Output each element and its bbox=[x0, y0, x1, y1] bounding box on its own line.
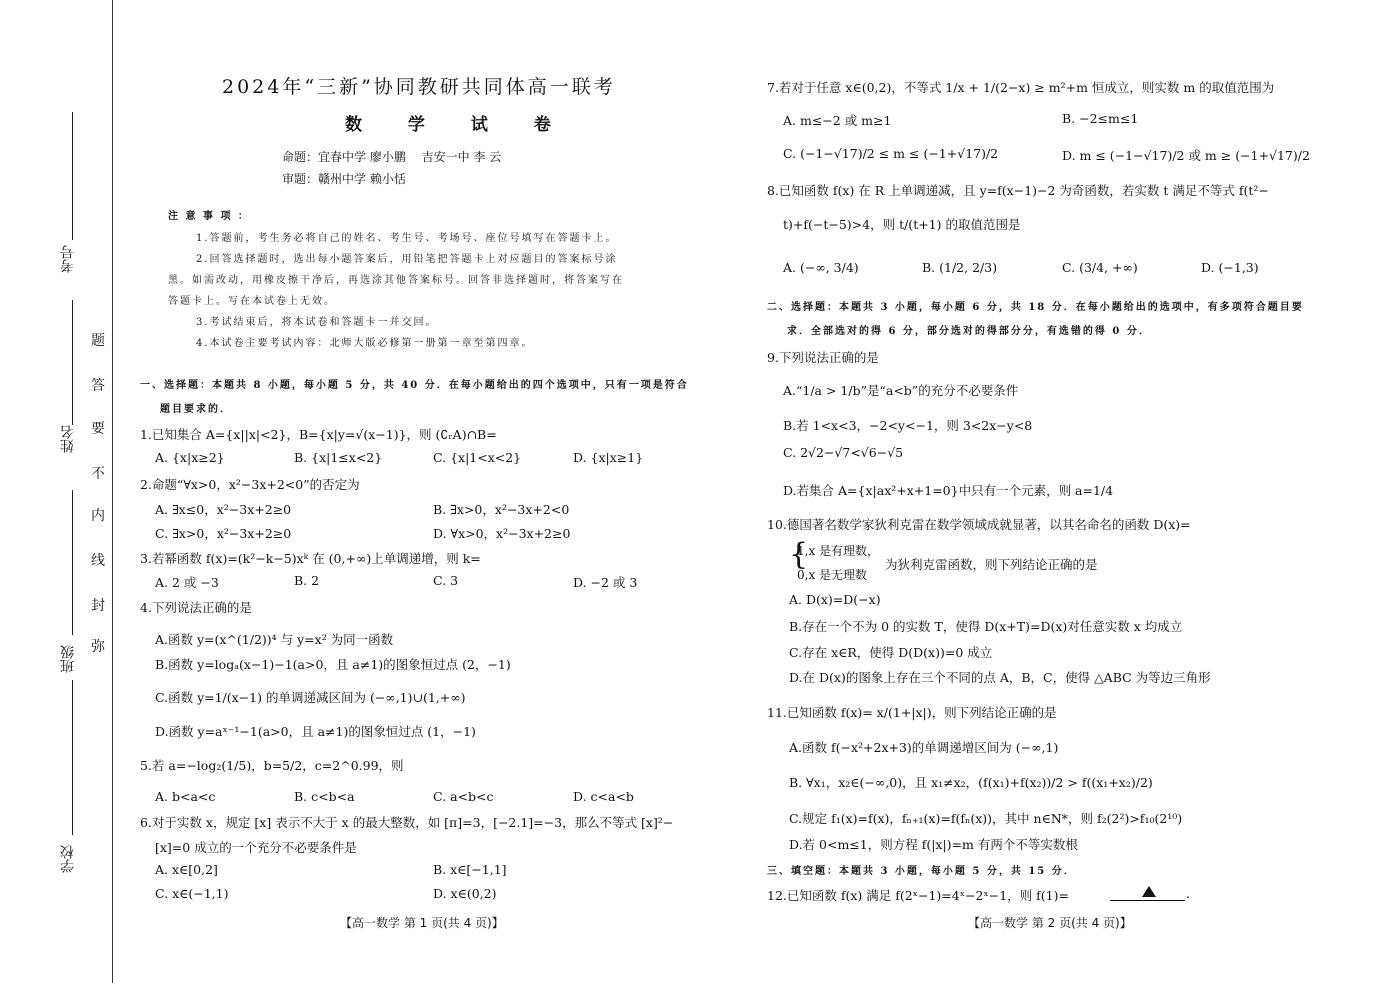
option: B. (1/2, 2/3) bbox=[922, 260, 998, 275]
notes-line: 2.回答选择题时，选出每小题答案后，用铅笔把答题卡上对应题目的答案标号涂 bbox=[196, 254, 618, 265]
option: B. c<b<a bbox=[294, 789, 355, 804]
option: A. m≤−2 或 m≥1 bbox=[783, 113, 892, 128]
question-stem: 10.德国著名数学家狄利克雷在数学领域成就显著，以其名命名的函数 D(x)= bbox=[767, 517, 1191, 532]
question-stem: 12.已知函数 f(x) 满足 f(2ˣ−1)=4ˣ−2ˣ−1，则 f(1)= bbox=[767, 888, 1069, 903]
option: D.若 0<m≤1，则方程 f(|x|)=m 有两个不等实数根 bbox=[789, 837, 1078, 852]
option: D.若集合 A={x|ax²+x+1=0}中只有一个元素，则 a=1/4 bbox=[783, 483, 1114, 498]
exam-number-field[interactable] bbox=[72, 112, 73, 240]
option: D. x∈(0,2) bbox=[433, 886, 497, 901]
option: C. a<b<c bbox=[433, 789, 494, 804]
question-stem: 5.若 a=−log₂(1/5)，b=5/2，c=2^0.99，则 bbox=[140, 758, 404, 773]
option: D.在 D(x)的图象上存在三个不同的点 A，B，C，使得 △ABC 为等边三角形 bbox=[789, 670, 1211, 685]
exam-subject: 数 学 试 卷 bbox=[345, 115, 571, 135]
question-stem: 11.已知函数 f(x)= x/(1+|x|)，则下列结论正确的是 bbox=[767, 705, 1057, 720]
option: C. 2√2−√7<√6−√5 bbox=[783, 445, 904, 460]
seal-char: 线 bbox=[91, 553, 105, 569]
option: B. x∈[−1,1] bbox=[433, 862, 507, 877]
option: D. {x|x≥1} bbox=[573, 450, 644, 465]
name-field[interactable] bbox=[72, 300, 73, 425]
seal-char: 不 bbox=[91, 466, 105, 482]
option: A. x∈[0,2] bbox=[155, 862, 218, 877]
option: A. D(x)=D(−x) bbox=[789, 592, 881, 607]
question-stem: 9.下列说法正确的是 bbox=[767, 350, 879, 365]
notes-line: 黑。如需改动，用橡皮擦干净后，再选涂其他答案标号。回答非选择题时，将答案写在 bbox=[168, 275, 624, 286]
class-field[interactable] bbox=[72, 490, 73, 635]
answer-blank[interactable] bbox=[1110, 900, 1185, 901]
seal-char: 题 bbox=[91, 333, 105, 349]
question-stem: 3.若幂函数 f(x)=(k²−k−5)xᵏ 在 (0,+∞)上单调递增，则 k= bbox=[140, 551, 481, 566]
option: D. c<a<b bbox=[573, 789, 634, 804]
section-heading: 题目要求的． bbox=[160, 404, 232, 415]
seal-char: 要 bbox=[91, 421, 105, 437]
option: D. −2 或 3 bbox=[573, 575, 638, 590]
option: B. ∃x>0，x²−3x+2<0 bbox=[433, 502, 570, 517]
option: C. {x|1<x<2} bbox=[433, 450, 522, 465]
question-stem: 8.已知函数 f(x) 在 R 上单调递减，且 y=f(x−1)−2 为奇函数，若实数 t 满足不等式 f(t²− bbox=[767, 183, 1269, 198]
question-stem: [x]=0 成立的一个充分不必要条件是 bbox=[155, 840, 357, 855]
seal-char: 弥 bbox=[91, 639, 105, 655]
option: A.函数 f(−x²+2x+3)的单调递增区间为 (−∞,1) bbox=[789, 740, 1059, 755]
notes-line: 4.本试卷主要考试内容：北师大版必修第一册第一章至第四章。 bbox=[196, 338, 534, 349]
exam-title: 2024年“三新”协同教研共同体高一联考 bbox=[222, 76, 616, 98]
section-heading: 二、选择题：本题共 3 小题，每小题 6 分，共 18 分．在每小题给出的选项中，有多项符合题目要 bbox=[767, 302, 1304, 313]
notes-line: 答题卡上。写在本试卷上无效。 bbox=[168, 296, 336, 307]
option: C. (3/4, +∞) bbox=[1062, 260, 1138, 275]
option: D. (−1,3) bbox=[1201, 260, 1259, 275]
question-stem: 2.命题“∀x>0，x²−3x+2<0”的否定为 bbox=[140, 477, 360, 492]
seal-char: 内 bbox=[91, 508, 105, 524]
option: C. (−1−√17)/2 ≤ m ≤ (−1+√17)/2 bbox=[783, 146, 999, 161]
notes-line: 1.答题前，考生务必将自己的姓名、考生号、考场号、座位号填写在答题卡上。 bbox=[196, 233, 618, 244]
binding-line bbox=[112, 0, 113, 983]
school-label: 学校 bbox=[60, 845, 76, 873]
option: B.若 1<x<3，−2<y<−1，则 3<2x−y<8 bbox=[783, 418, 1033, 433]
author-line: 命题：宜春中学 廖小鹏 吉安一中 李 云 bbox=[282, 150, 502, 164]
option: A.函数 y=(x^(1/2))⁴ 与 y=x² 为同一函数 bbox=[155, 632, 394, 647]
answer-period: . bbox=[1186, 886, 1190, 901]
option: C. x∈(−1,1) bbox=[155, 886, 229, 901]
school-field[interactable] bbox=[72, 680, 73, 835]
question-stem: 1.已知集合 A={x||x|<2}，B={x|y=√(x−1)}，则 (∁ᵣA)∩B= bbox=[140, 427, 497, 442]
name-label: 姓名 bbox=[60, 425, 76, 453]
question-stem: 4.下列说法正确的是 bbox=[140, 600, 252, 615]
section-heading: 一、选择题：本题共 8 小题，每小题 5 分，共 40 分．在每小题给出的四个选项中，只有一项是符合 bbox=[140, 380, 689, 391]
option: C. ∃x>0，x²−3x+2≥0 bbox=[155, 526, 292, 541]
option: B.函数 y=logₐ(x−1)−1(a>0，且 a≠1)的图象恒过点 (2，−1) bbox=[155, 657, 511, 672]
option: C. 3 bbox=[433, 573, 459, 588]
option: A. {x|x≥2} bbox=[155, 450, 225, 465]
exam-number-label: 考号 bbox=[60, 245, 76, 273]
option: D. ∀x>0，x²−3x+2≥0 bbox=[433, 526, 571, 541]
notes-heading: 注 意 事 项 ： bbox=[168, 211, 250, 222]
option: B. −2≤m≤1 bbox=[1062, 111, 1139, 126]
notes-line: 3.考试结束后，将本试卷和答题卡一并交回。 bbox=[196, 317, 438, 328]
question-stem: 6.对于实数 x，规定 [x] 表示不大于 x 的最大整数，如 [π]=3，[−2.1]=−3，那么不等式 [x]²− bbox=[140, 815, 674, 830]
option: A. b<a<c bbox=[155, 789, 216, 804]
piecewise-case: 0,x 是无理数 bbox=[797, 568, 868, 582]
question-stem: t)+f(−t−5)>4，则 t/(t+1) 的取值范围是 bbox=[783, 217, 1021, 232]
option: B. {x|1≤x<2} bbox=[294, 450, 383, 465]
option: A.“1/a > 1/b”是“a<b”的充分不必要条件 bbox=[783, 383, 1019, 398]
option: B. ∀x₁，x₂∈(−∞,0)，且 x₁≠x₂，(f(x₁)+f(x₂))/2 > f((x₁+x₂)/2) bbox=[789, 775, 1153, 790]
section-heading: 三、填空题：本题共 3 小题，每小题 5 分，共 15 分． bbox=[767, 866, 1076, 877]
option: A. 2 或 −3 bbox=[155, 575, 219, 590]
option: C.函数 y=1/(x−1) 的单调递减区间为 (−∞,1)∪(1,+∞) bbox=[155, 690, 466, 705]
option: A. (−∞, 3/4) bbox=[783, 260, 859, 275]
class-label: 班级 bbox=[60, 645, 76, 673]
section-heading: 求．全部选对的得 6 分，部分选对的得部分分，有选错的得 0 分． bbox=[787, 326, 1151, 337]
question-stem: 为狄利克雷函数，则下列结论正确的是 bbox=[885, 557, 1098, 572]
option: D.函数 y=aˣ⁻¹−1(a>0，且 a≠1)的图象恒过点 (1，−1) bbox=[155, 724, 476, 739]
option: A. ∃x≤0，x²−3x+2≥0 bbox=[155, 502, 292, 517]
seal-char: 封 bbox=[91, 598, 105, 614]
option: D. m ≤ (−1−√17)/2 或 m ≥ (−1+√17)/2 bbox=[1062, 148, 1310, 163]
triangle-icon bbox=[1142, 886, 1156, 897]
brace: { bbox=[789, 537, 809, 572]
piecewise-case: 1,x 是有理数， bbox=[797, 544, 880, 558]
reviewer-line: 审题：赣州中学 赖小恬 bbox=[282, 172, 406, 186]
seal-char: 答 bbox=[91, 378, 105, 394]
option: B. 2 bbox=[294, 573, 320, 588]
page-footer: 【高一数学 第 2 页(共 4 页)】 bbox=[968, 916, 1132, 930]
question-stem: 7.若对于任意 x∈(0,2)，不等式 1/x + 1/(2−x) ≥ m²+m 恒成立，则实数 m 的取值范围为 bbox=[767, 80, 1275, 95]
option: C.规定 f₁(x)=f(x)，fₙ₊₁(x)=f(fₙ(x))，其中 n∈N*，则 f₂(2²)>f₁₀(2¹⁰) bbox=[789, 811, 1183, 826]
option: C.存在 x∈R，使得 D(D(x))=0 成立 bbox=[789, 645, 993, 660]
page-footer: 【高一数学 第 1 页(共 4 页)】 bbox=[340, 916, 504, 930]
option: B.存在一个不为 0 的实数 T，使得 D(x+T)=D(x)对任意实数 x 均成立 bbox=[789, 619, 1183, 634]
